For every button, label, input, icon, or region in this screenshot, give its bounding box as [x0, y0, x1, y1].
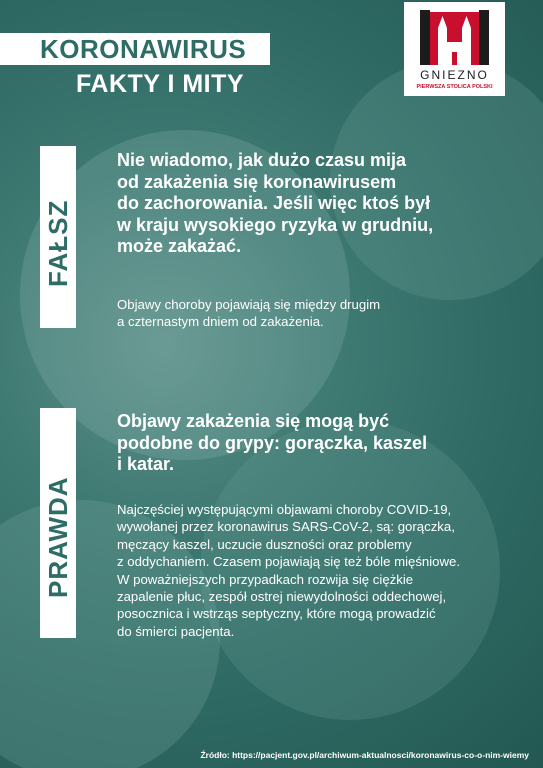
body-line: Najczęściej występującymi objawami choroby COVID-19, — [117, 502, 452, 517]
body-line: z oddychaniem. Czasem pojawiają się też bóle mięśniowe. — [117, 554, 461, 570]
true-heading — [117, 411, 517, 476]
body-line: zapalenie płuc, zespół ostrej niewydolności oddechowej, — [117, 589, 447, 605]
logo-name: GNIEZNO — [420, 68, 489, 82]
false-body — [117, 296, 527, 331]
body-line: Objawy choroby pojawiają się między drugim — [117, 297, 381, 312]
source-citation: Źródło: https://pacjent.gov.pl/archiwum-aktualnosci/koronawirus-co-o-nim-wiemy — [200, 750, 529, 760]
heading-line: Nie wiadomo, jak dużo czasu mija — [117, 150, 407, 170]
heading-line: może zakażać. — [117, 236, 242, 256]
logo-tagline: PIERWSZA STOLICA POLSKI — [416, 84, 493, 90]
gniezno-logo — [404, 2, 505, 96]
heading-line: w kraju wysokiego ryzyka w grudniu, — [117, 214, 434, 235]
heading-line: do zachorowania. Jeśli więc ktoś był — [117, 193, 431, 213]
false-label: FAŁSZ — [43, 199, 73, 287]
heading-line: od zakażenia się koronawirusem — [117, 171, 397, 192]
castle-icon — [404, 2, 505, 68]
heading-line: podobne do grypy: gorączka, kaszel — [117, 432, 428, 453]
page-subtitle: FAKTY I MITY — [76, 70, 245, 98]
body-line: do śmierci pacjenta. — [117, 623, 235, 639]
page-title: KORONAWIRUS — [40, 34, 247, 64]
true-body — [117, 501, 527, 640]
body-line: W poważniejszych przypadkach rozwija się ciężkie — [117, 571, 414, 587]
true-label: PRAWDA — [43, 476, 73, 598]
body-line: posocznica i wstrząs septyczny, które mogą prowadzić — [117, 606, 436, 622]
heading-line: i katar. — [117, 454, 175, 474]
body-line: a czternastym dniem od zakażenia. — [117, 314, 324, 330]
heading-line: Objawy zakażenia się mogą być — [117, 411, 390, 431]
body-line: wywołanej przez koronawirus SARS-CoV-2, są: gorączka, — [117, 519, 455, 535]
body-line: męczący kaszel, uczucie duszności oraz problemy — [117, 536, 412, 552]
false-heading — [117, 150, 517, 258]
